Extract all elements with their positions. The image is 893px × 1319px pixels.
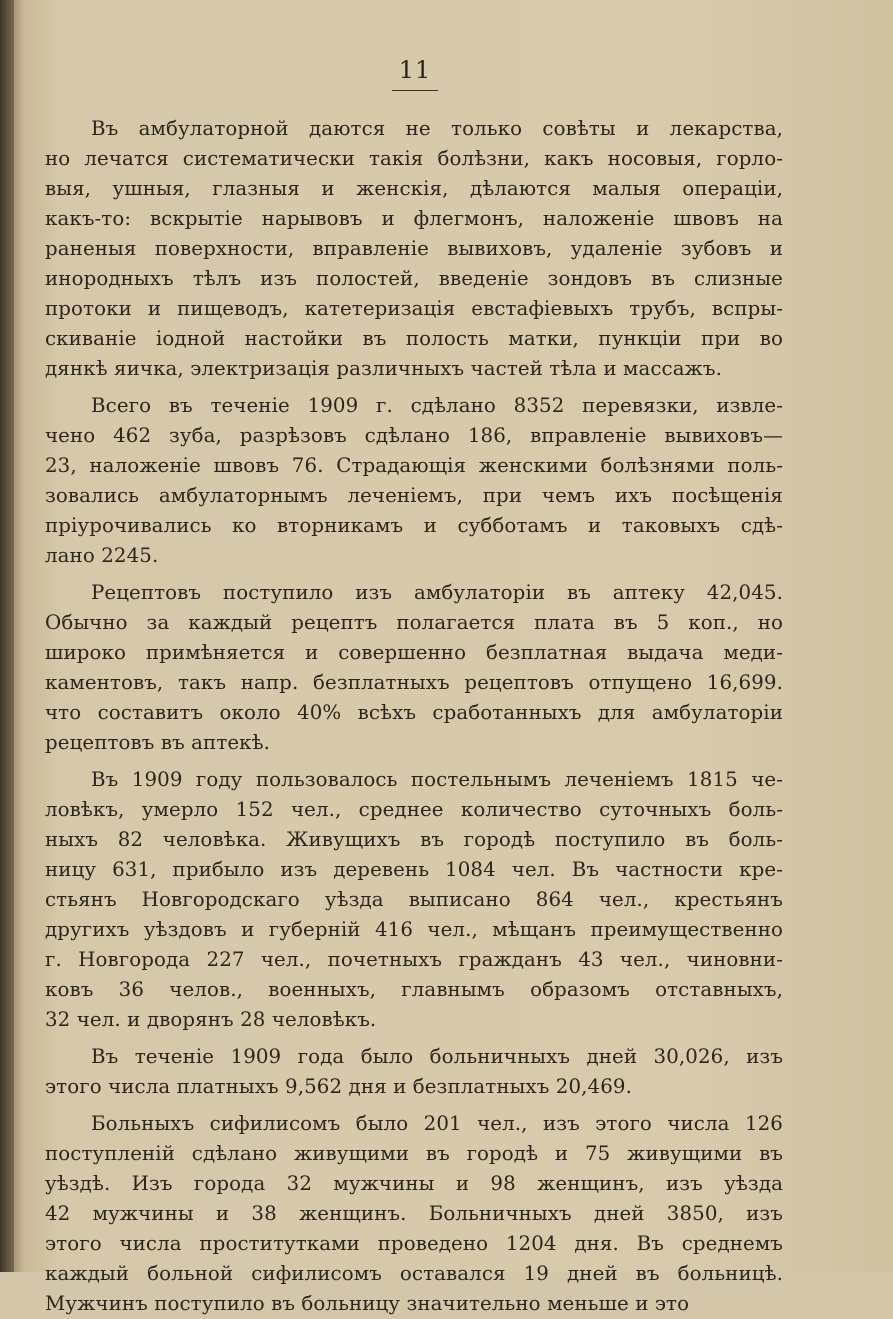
text-line: Въ теченіе 1909 года было больничныхъ дней 30,026, изъ [91,1045,783,1068]
text-line: дянкѣ яичка, электризація различныхъ частей тѣла и массажъ. [45,357,722,380]
text-line: Мужчинъ поступило въ больницу значительно меньше и это [45,1292,690,1315]
text-line: широко примѣняется и совершенно безплатная выдача меди- [45,641,783,664]
paragraph-gap [45,571,783,578]
paragraph [45,391,783,571]
page-number: 11 [398,56,432,84]
text-line: Въ амбулаторной даются не только совѣты и лекарства, [91,117,783,140]
paragraph [45,1109,783,1319]
text-line: этого числа проститутками проведено 1204 дня. Въ среднемъ [45,1232,783,1255]
text-line: рецептовъ въ аптекѣ. [45,731,271,754]
paragraph-gap [45,384,783,391]
body-text [45,114,783,1319]
paragraph [45,765,783,1035]
text-line: Обычно за каждый рецептъ полагается плата въ 5 коп., но [45,611,783,634]
text-line: что составитъ около 40% всѣхъ сработанныхъ для амбулаторіи [45,701,783,724]
text-line: Рецептовъ поступило изъ амбулаторіи въ аптеку 42,045. [91,581,783,604]
text-line: Больныхъ сифилисомъ было 201 чел., изъ этого числа 126 [91,1112,783,1135]
paragraph-gap [45,1035,783,1042]
text-line: поступленій сдѣлано живущими въ городѣ и 75 живущими въ [45,1142,783,1165]
text-line: но лечатся систематически такія болѣзни, какъ носовыя, горло- [45,147,783,170]
paragraph-gap [45,758,783,765]
paragraph [45,1042,783,1102]
text-line: 23, наложеніе швовъ 76. Страдающія женскими болѣзнями поль- [45,454,783,477]
text-line: 32 чел. и дворянъ 28 человѣкъ. [45,1008,377,1031]
text-line: каждый больной сифилисомъ оставался 19 дней въ больницѣ. [45,1262,783,1285]
text-line: лано 2245. [45,544,159,567]
paragraph-gap [45,1102,783,1109]
text-line: ницу 631, прибыло изъ деревень 1084 чел. Въ частности кре- [45,858,783,881]
page-number-rule [392,90,438,91]
text-line: этого числа платныхъ 9,562 дня и безплатныхъ 20,469. [45,1075,632,1098]
text-line: чено 462 зуба, разрѣзовъ сдѣлано 186, вправленіе вывиховъ— [45,424,783,447]
paragraph [45,578,783,758]
text-line: Въ 1909 году пользовалось постельнымъ леченіемъ 1815 че- [91,768,783,791]
paragraph [45,114,783,384]
text-line: ловѣкъ, умерло 152 чел., среднее количество суточныхъ боль- [45,798,783,821]
text-line: раненыя поверхности, вправленіе вывиховъ, удаленіе зубовъ и [45,237,783,260]
text-line: г. Новгорода 227 чел., почетныхъ гражданъ 43 чел., чиновни- [45,948,783,971]
text-line: скиваніе іодной настойки въ полость матки, пункціи при во [45,327,783,350]
text-line: ковъ 36 челов., военныхъ, главнымъ образомъ отставныхъ, [45,978,783,1001]
text-line: стьянъ Новгородскаго уѣзда выписано 864 чел., крестьянъ [45,888,783,911]
text-line: выя, ушныя, глазныя и женскія, дѣлаются малыя операціи, [45,177,783,200]
text-line: протоки и пищеводъ, катетеризація евстафіевыхъ трубъ, вспры- [45,297,783,320]
book-spine [0,0,14,1272]
text-line: какъ-то: вскрытіе нарывовъ и флегмонъ, наложеніе швовъ на [45,207,783,230]
text-line: Всего въ теченіе 1909 г. сдѣлано 8352 перевязки, извле- [91,394,783,417]
text-line: пріурочивались ко вторникамъ и субботамъ и таковыхъ сдѣ- [45,514,783,537]
text-line: каментовъ, такъ напр. безплатныхъ рецептовъ отпущено 16,699. [45,671,783,694]
text-line: другихъ уѣздовъ и губерній 416 чел., мѣщанъ преимущественно [45,918,783,941]
text-line: инородныхъ тѣлъ изъ полостей, введеніе зондовъ въ слизные [45,267,783,290]
text-line: зовались амбулаторнымъ леченіемъ, при чемъ ихъ посѣщенія [45,484,783,507]
text-line: 42 мужчины и 38 женщинъ. Больничныхъ дней 3850, изъ [45,1202,783,1225]
text-line: уѣздѣ. Изъ города 32 мужчины и 98 женщинъ, изъ уѣзда [45,1172,783,1195]
text-line: ныхъ 82 человѣка. Живущихъ въ городѣ поступило въ боль- [45,828,783,851]
